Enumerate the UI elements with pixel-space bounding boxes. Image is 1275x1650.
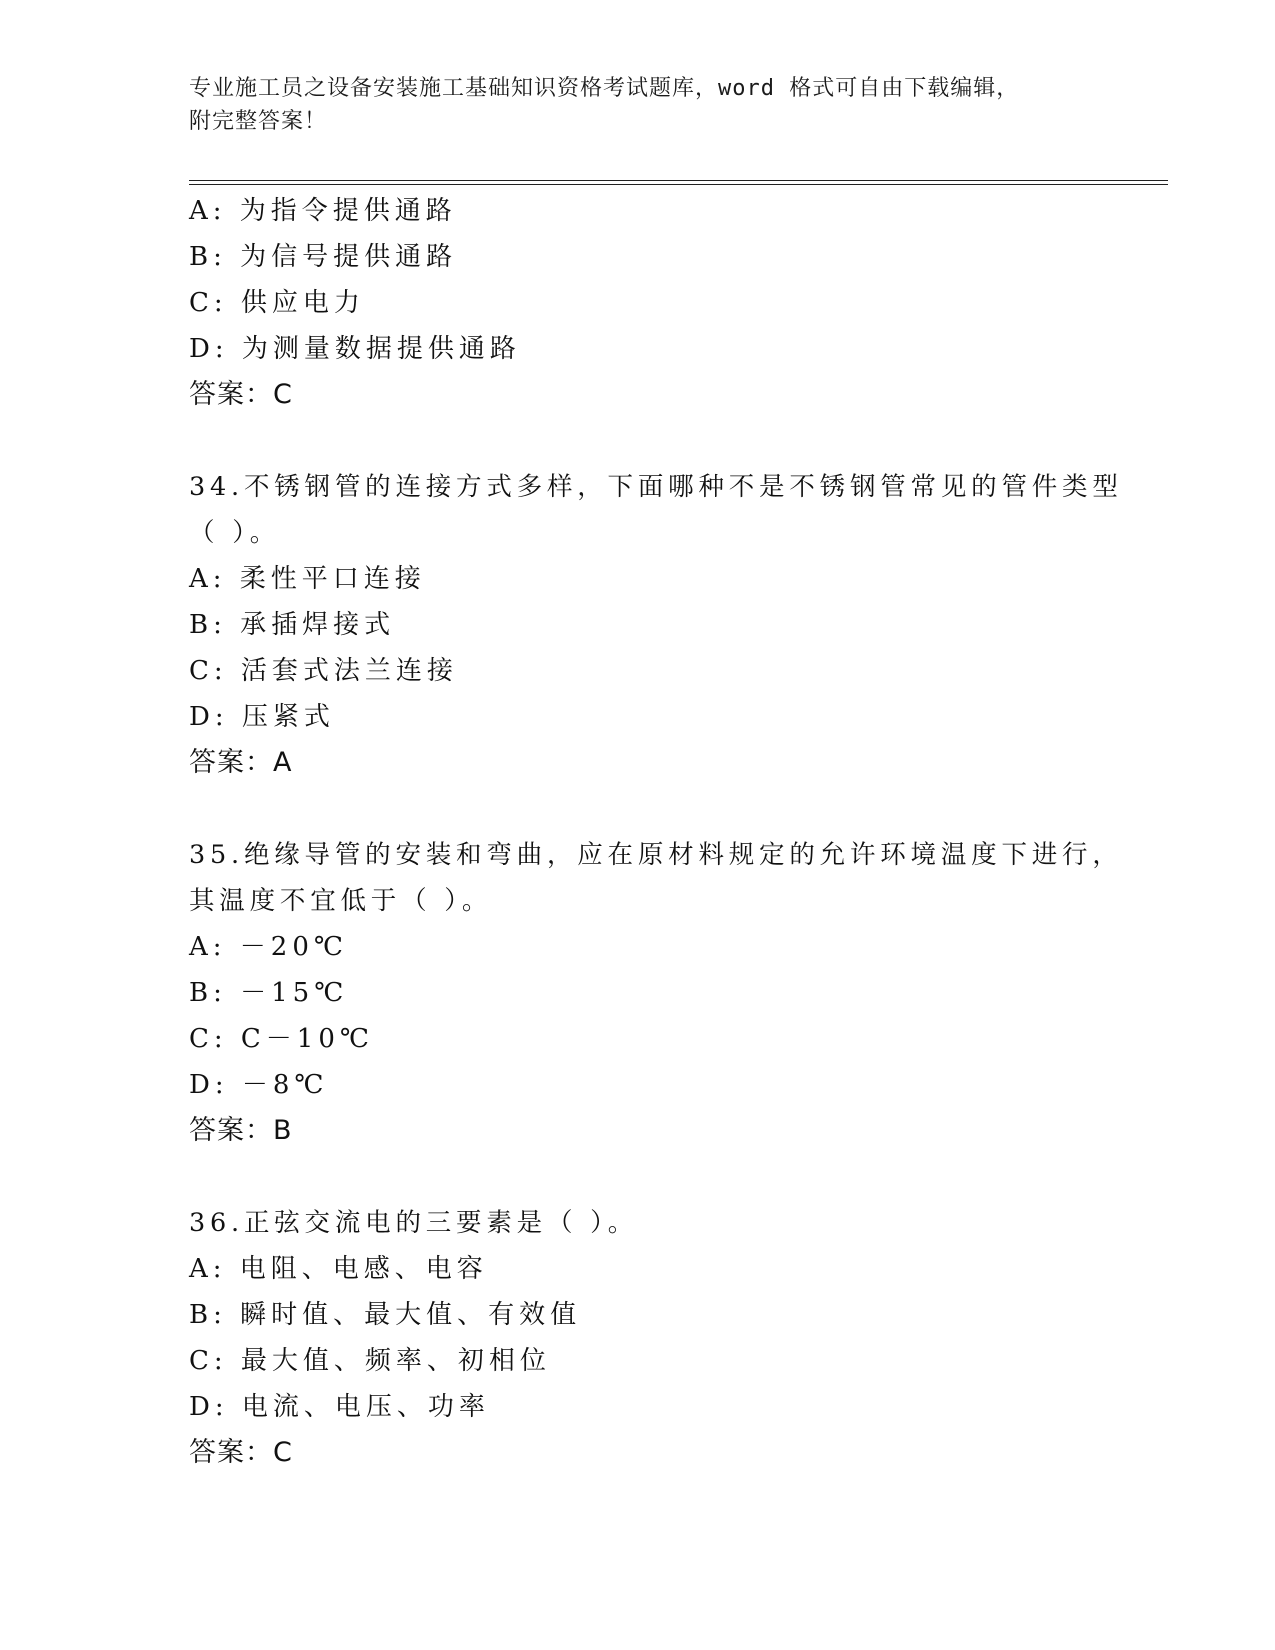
option-d: D: 压紧式 bbox=[189, 702, 335, 732]
header-line-2: 附完整答案！ bbox=[189, 109, 328, 134]
header-divider-top bbox=[189, 180, 1168, 181]
question-35 bbox=[189, 832, 1169, 1154]
question-list bbox=[189, 188, 1169, 1476]
document-header bbox=[189, 72, 1089, 138]
option-d: D: 电流、电压、功率 bbox=[189, 1392, 490, 1422]
option-d: D: －8℃ bbox=[189, 1070, 329, 1100]
question-stem: 36.正弦交流电的三要素是（ ）。 bbox=[189, 1208, 639, 1238]
option-b: B: 承插焊接式 bbox=[189, 610, 396, 640]
answer-line: 答案：B bbox=[189, 1115, 293, 1146]
option-b: B: 瞬时值、最大值、有效值 bbox=[189, 1300, 582, 1330]
question-stem-continued: （ ）。 bbox=[189, 518, 281, 548]
question-stem: 35.绝缘导管的安装和弯曲，应在原材料规定的允许环境温度下进行， bbox=[189, 840, 1123, 870]
question-stem: 34.不锈钢管的连接方式多样，下面哪种不是不锈钢管常见的管件类型 bbox=[189, 472, 1123, 502]
option-d: D: 为测量数据提供通路 bbox=[189, 334, 521, 364]
option-c: C: 供应电力 bbox=[189, 288, 365, 318]
question-stem-continued: 其温度不宜低于（ ）。 bbox=[189, 886, 493, 916]
option-b: B: 为信号提供通路 bbox=[189, 242, 458, 272]
option-a: A: 电阻、电感、电容 bbox=[189, 1254, 488, 1284]
question-33-continuation bbox=[189, 188, 1169, 418]
option-c: C: 活套式法兰连接 bbox=[189, 656, 458, 686]
answer-line: 答案：C bbox=[189, 1437, 293, 1468]
option-c: C: 最大值、频率、初相位 bbox=[189, 1346, 551, 1376]
option-a: A: －20℃ bbox=[189, 932, 348, 962]
option-c: C: C－10℃ bbox=[189, 1024, 374, 1054]
header-divider-bottom bbox=[189, 184, 1168, 185]
header-line-1: 专业施工员之设备安装施工基础知识资格考试题库，word 格式可自由下载编辑， bbox=[189, 76, 1020, 101]
option-b: B: －15℃ bbox=[189, 978, 349, 1008]
option-a: A: 为指令提供通路 bbox=[189, 196, 457, 226]
answer-line: 答案：C bbox=[189, 379, 293, 410]
question-34 bbox=[189, 464, 1169, 786]
answer-line: 答案：A bbox=[189, 747, 293, 778]
question-36 bbox=[189, 1200, 1169, 1476]
option-a: A: 柔性平口连接 bbox=[189, 564, 426, 594]
